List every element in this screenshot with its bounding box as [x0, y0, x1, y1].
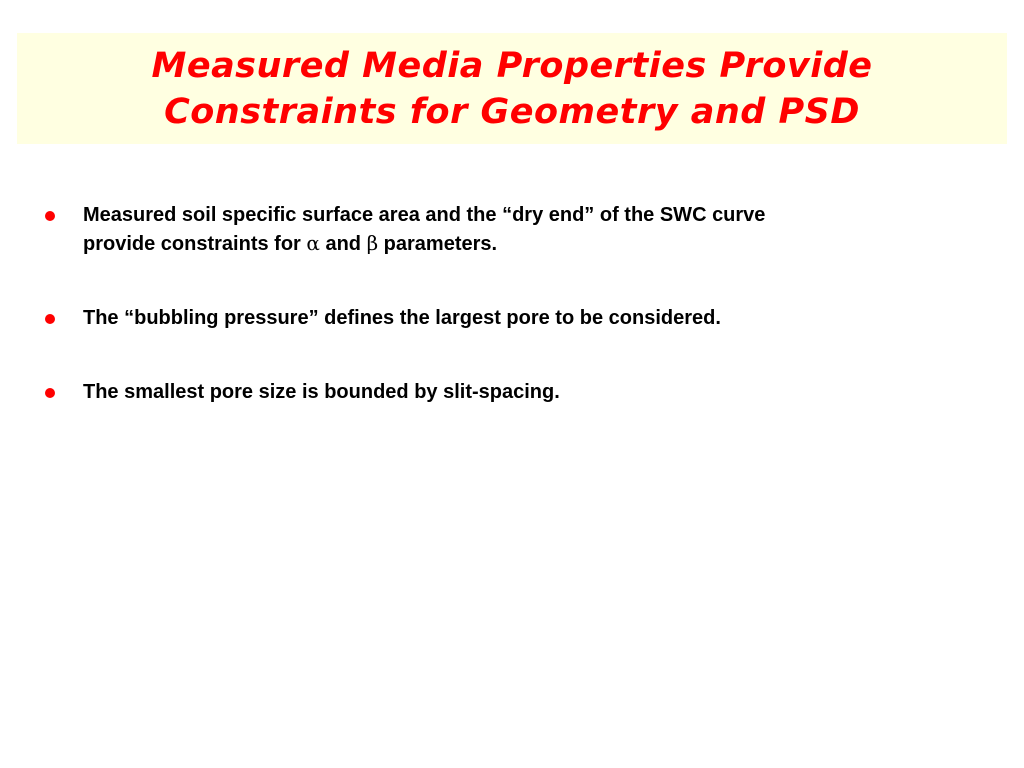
bullet-dot-icon [45, 211, 55, 221]
bullet-1-middle: and [319, 233, 367, 255]
title-banner [17, 33, 1007, 144]
bullet-1-line-1: Measured soil specific surface area and the “dry end” of the SWC curve [83, 204, 766, 226]
bullet-2-text: The “bubbling pressure” defines the largest pore to be considered. [83, 307, 721, 329]
bullet-list [41, 201, 981, 406]
slide-title-line-1: Measured Media Properties Provide [151, 45, 873, 86]
bullet-dot-icon [45, 388, 55, 398]
bullet-item-3 [41, 378, 981, 406]
bullet-item-1 [41, 201, 981, 258]
bullet-1-line-2-suffix: parameters. [378, 233, 498, 255]
bullet-item-2 [41, 304, 981, 332]
beta-symbol: β [366, 231, 379, 255]
slide-title-line-2: Constraints for Geometry and PSD [164, 91, 860, 132]
bullet-3-text: The smallest pore size is bounded by slit-spacing. [83, 381, 560, 403]
bullet-1-line-2-prefix: provide constraints for [83, 233, 307, 255]
bullet-dot-icon [45, 314, 55, 324]
alpha-symbol: α [306, 231, 320, 255]
